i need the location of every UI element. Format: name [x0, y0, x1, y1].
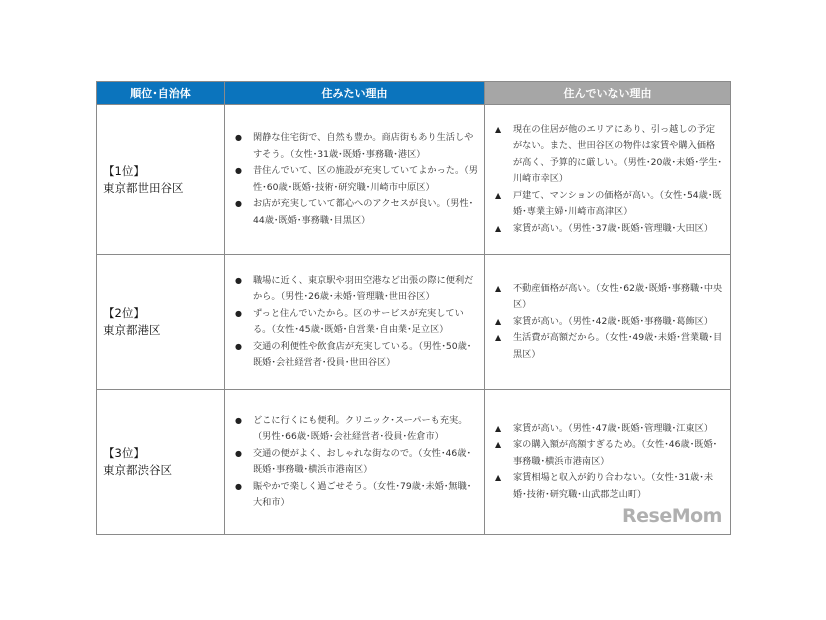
- header-reasons-not: 住んでいない理由: [485, 82, 731, 105]
- list-item: [233, 130, 478, 163]
- reasons-want-list: [233, 130, 478, 229]
- table-row: [97, 255, 731, 390]
- reasons-want-cell: [225, 390, 485, 535]
- ranking-table: [96, 81, 731, 535]
- list-item: [233, 413, 478, 446]
- reason-text: 生活費が高額だから。（女性･49歳･未婚･営業職･目黒区）: [513, 332, 723, 360]
- reason-text: 家賃が高い。（男性･37歳･既婚･管理職･大田区）: [513, 222, 714, 234]
- reasons-not-cell: [485, 105, 731, 255]
- list-item: [493, 437, 724, 470]
- list-item: [233, 446, 478, 479]
- header-rank-city: 順位･自治体: [97, 82, 225, 105]
- reasons-want-cell: [225, 105, 485, 255]
- resemom-watermark: ReseMom: [622, 505, 722, 527]
- list-item: [233, 163, 478, 196]
- rank-cell: [97, 105, 225, 255]
- reason-text: 不動産価格が高い。（女性･62歳･既婚･事務職･中央区）: [513, 282, 723, 311]
- header-reasons-want: 住みたい理由: [225, 82, 485, 105]
- circle-bullet-icon: ●: [235, 199, 242, 208]
- list-item: [493, 281, 724, 314]
- reason-text: どこに行くにも便利。クリニック･スーパーも充実。（男性･66歳･既婚･会社経営者･役員･佐倉市）: [253, 414, 468, 442]
- list-item: [233, 339, 478, 372]
- reason-text: 家の購入額が高額すぎるため。（女性･46歳･既婚･事務職･横浜市港南区）: [513, 439, 718, 467]
- list-item: [233, 479, 478, 512]
- list-item: [233, 196, 478, 229]
- triangle-bullet-icon: ▲: [495, 333, 502, 343]
- list-item: [493, 314, 724, 331]
- reason-text: 現在の住居が他のエリアにあり、引っ越しの予定がない。また、世田谷区の物件は家賃や購入価格が高く、予算的に厳しい。（男性･20歳･未婚･学生･川崎市幸区）: [513, 123, 723, 185]
- circle-bullet-icon: ●: [235, 341, 242, 351]
- rank-cell: [97, 390, 225, 535]
- triangle-bullet-icon: ▲: [495, 190, 502, 200]
- reason-text: お店が充実していて都心へのアクセスが良い。（男性･44歳･既婚･事務職･目黒区）: [253, 198, 474, 226]
- circle-bullet-icon: ●: [235, 166, 242, 175]
- triangle-bullet-icon: ▲: [495, 440, 502, 450]
- triangle-bullet-icon: ▲: [495, 223, 502, 233]
- reasons-not-list: [493, 281, 724, 364]
- circle-bullet-icon: ●: [235, 133, 242, 142]
- triangle-bullet-icon: ▲: [495, 473, 502, 483]
- triangle-bullet-icon: ▲: [495, 316, 502, 326]
- reason-text: ずっと住んでいたから。区のサービスが充実している。（女性･45歳･既婚･自営業･自由業･足立区）: [253, 307, 464, 335]
- reasons-not-list: [493, 421, 724, 504]
- list-item: [493, 470, 724, 503]
- city-name: 東京都港区: [103, 323, 161, 337]
- list-item: [233, 306, 478, 339]
- header-row: [97, 82, 731, 105]
- reason-text: 家賃相場と収入が釣り合わない。（女性･31歳･未婚･技術･研究職･山武郡芝山町）: [513, 472, 714, 500]
- reason-text: 昔住んでいて、区の施設が充実していてよかった。（男性･60歳･既婚･技術･研究職･川崎市中原区）: [253, 165, 478, 193]
- reasons-want-cell: [225, 255, 485, 390]
- circle-bullet-icon: ●: [235, 448, 242, 458]
- rank-label: 【1位】: [103, 163, 145, 178]
- reason-text: 交通の便がよく、おしゃれな街なので。（女性･46歳･既婚･事務職･横浜市港南区）: [253, 447, 472, 475]
- reasons-not-list: [493, 122, 724, 238]
- rank-label: 【3位】: [103, 446, 145, 460]
- list-item: [233, 273, 478, 306]
- triangle-bullet-icon: ▲: [495, 283, 502, 293]
- list-item: [493, 421, 724, 438]
- rank-cell: [97, 255, 225, 390]
- list-item: [493, 330, 724, 363]
- reason-text: 戸建て、マンションの価格が高い。（女性･54歳･既婚･専業主婦･川崎市高津区）: [513, 189, 722, 218]
- reason-text: 職場に近く、東京駅や羽田空港など出張の際に便利だから。（男性･26歳･未婚･管理職･世田谷区）: [253, 274, 474, 302]
- circle-bullet-icon: ●: [235, 308, 242, 318]
- list-item: [493, 221, 724, 238]
- table-row: [97, 105, 731, 255]
- reason-text: 閑静な住宅街で、自然も豊か。商店街もあり生活しやすそう。（女性･31歳･既婚･事務職･港区）: [253, 132, 474, 160]
- reason-text: 交通の利便性や飲食店が充実している。（男性･50歳･既婚･会社経営者･役員･世田谷区）: [253, 340, 472, 368]
- city-name: 東京都渋谷区: [103, 463, 172, 477]
- city-name: 東京都世田谷区: [103, 180, 184, 195]
- reason-text: 家賃が高い。（男性･42歳･既婚･事務職･葛飾区）: [513, 315, 714, 327]
- reasons-not-cell: [485, 255, 731, 390]
- reasons-want-list: [233, 273, 478, 372]
- circle-bullet-icon: ●: [235, 275, 242, 285]
- reason-text: 賑やかで楽しく過ごせそう。（女性･79歳･未婚･無職･大和市）: [253, 480, 472, 508]
- list-item: [493, 188, 724, 221]
- circle-bullet-icon: ●: [235, 481, 242, 491]
- triangle-bullet-icon: ▲: [495, 423, 502, 433]
- triangle-bullet-icon: ▲: [495, 124, 502, 134]
- reasons-want-list: [233, 413, 478, 512]
- reason-text: 家賃が高い。（男性･47歳･既婚･管理職･江東区）: [513, 422, 714, 434]
- rank-label: 【2位】: [103, 306, 145, 320]
- list-item: [493, 122, 724, 188]
- circle-bullet-icon: ●: [235, 415, 242, 425]
